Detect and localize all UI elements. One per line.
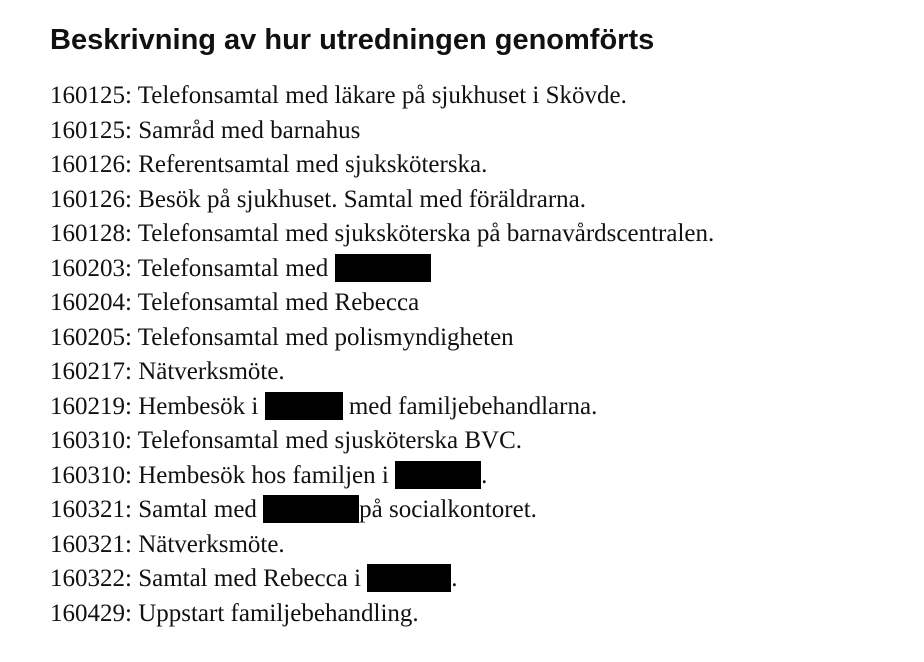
entry-text: : Telefonsamtal med läkare på sjukhuset i Skövde. [125, 82, 627, 109]
entry-text: : Samtal med Rebecca i [125, 565, 368, 592]
log-entry [50, 79, 714, 114]
log-entry [50, 459, 714, 494]
entry-text: : Samtal med [125, 496, 264, 523]
entry-text: . [451, 565, 458, 592]
log-entry [50, 148, 714, 183]
entry-date: 160126 [50, 151, 125, 178]
log-entry [50, 493, 714, 528]
entry-text: : Referentsamtal med sjuksköterska. [125, 151, 488, 178]
entry-text: : Telefonsamtal med [125, 254, 335, 282]
entry-text: : Hembesök i [125, 392, 265, 420]
log-entry [50, 114, 714, 149]
entry-date: 160219 [50, 392, 125, 420]
entry-text: : Nätverksmöte. [125, 530, 285, 558]
entry-text: : Telefonsamtal med Rebecca [125, 289, 420, 316]
entry-text: : Uppstart familjebehandling. [125, 599, 419, 627]
log-entry [50, 183, 714, 218]
investigation-log [50, 79, 714, 631]
entry-date: 160126 [50, 185, 125, 213]
entry-date: 160204 [50, 289, 125, 316]
entry-date: 160203 [50, 254, 125, 282]
log-entry [50, 528, 714, 563]
log-entry [50, 597, 714, 632]
entry-text: . [481, 461, 488, 489]
entry-date: 160321 [50, 530, 125, 558]
entry-date: 160125 [50, 82, 125, 109]
log-entry [50, 424, 714, 459]
entry-date: 160429 [50, 599, 125, 627]
log-entry [50, 355, 714, 390]
entry-date: 160125 [50, 116, 125, 144]
log-entry [50, 390, 714, 425]
entry-text: med familjebehandlarna. [342, 392, 598, 420]
log-entry [50, 217, 714, 252]
document-heading: Beskrivning av hur utredningen genomförts [50, 24, 655, 56]
entry-text: på socialkontoret. [359, 496, 537, 523]
entry-text: : Telefonsamtal med sjuksköterska på barnavårdscentralen. [125, 220, 715, 247]
log-entry [50, 286, 714, 321]
redaction-box [263, 495, 359, 523]
redaction-box [335, 254, 431, 282]
entry-date: 160310 [50, 461, 125, 489]
log-entry [50, 321, 714, 356]
redaction-box [395, 461, 481, 489]
entry-date: 160217 [50, 358, 125, 385]
entry-text: : Telefonsamtal med polismyndigheten [125, 323, 514, 351]
entry-text: : Nätverksmöte. [125, 358, 285, 385]
entry-text: : Besök på sjukhuset. Samtal med föräldrarna. [125, 185, 586, 213]
entry-text: : Hembesök hos familjen i [125, 461, 396, 489]
redaction-box [265, 392, 343, 420]
log-entry [50, 562, 714, 597]
redaction-box [367, 564, 451, 592]
entry-text: : Samråd med barnahus [125, 116, 361, 144]
entry-date: 160310 [50, 427, 125, 454]
entry-date: 160321 [50, 496, 125, 523]
log-entry [50, 252, 714, 287]
entry-date: 160322 [50, 565, 125, 592]
entry-date: 160205 [50, 323, 125, 351]
entry-date: 160128 [50, 220, 125, 247]
entry-text: : Telefonsamtal med sjusköterska BVC. [125, 427, 523, 454]
